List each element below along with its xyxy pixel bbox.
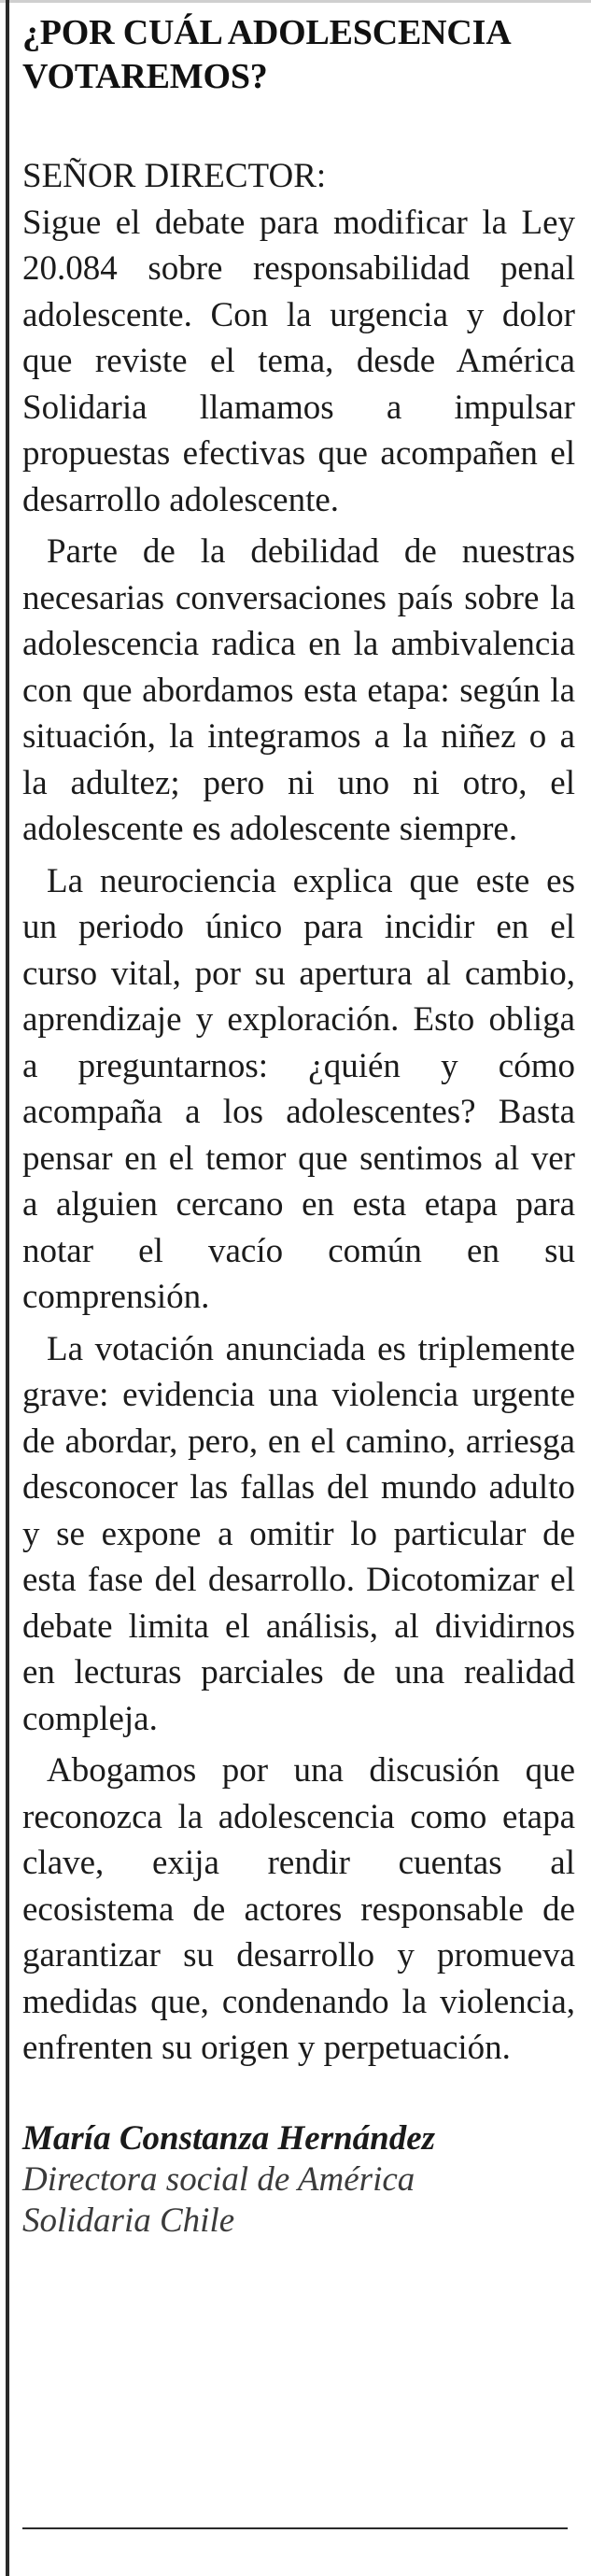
top-divider	[0, 0, 591, 3]
paragraph-5: Abogamos por una discusión que reconozca la adolescencia como etapa clave, exija rendir cuentas al ecosistema de actores responsable de garantizar su desarrollo y promueva medidas que, condenando la violencia, enfrenten su origen y perpetuación.	[22, 1751, 575, 2067]
paragraph-4: La votación anunciada es triplemente grave: evidencia una violencia urgente de abordar, pero, en el camino, arriesga desconocer las fallas del mundo adulto y se expone a omitir lo particular de esta fase del desarrollo. Dicotomizar el debate limita el análisis, al dividirnos en lecturas parciales de una realidad compleja.	[22, 1329, 575, 1738]
paragraph-1: Sigue el debate para modificar la Ley 20.084 sobre responsabilidad penal adolescente. Con la urgencia y dolor que reviste el tema, desde América Solidaria llamamos a impulsar propuestas efectivas que acompañen el desarrollo adolescente.	[22, 203, 575, 519]
letter-column	[22, 11, 575, 2242]
author-name: María Constanza Hernández	[22, 2118, 436, 2158]
letter-title: ¿POR CUÁL ADOLESCENCIA VOTAREMOS?	[22, 13, 510, 96]
paragraph-3: La neurociencia explica que este es un periodo único para incidir en el curso vital, por su apertura al cambio, aprendizaje y exploración. Esto obliga a preguntarnos: ¿quién y cómo acompaña a los adolescentes? Basta pensar en el temor que sentimos al ver a alguien cercano en esta etapa para notar el vacío común en su comprensión.	[22, 861, 575, 1316]
signature-block	[22, 2118, 575, 2242]
column-rule	[6, 0, 9, 2576]
salutation: SEÑOR DIRECTOR:	[22, 157, 327, 195]
paragraph-2: Parte de la debilidad de nuestras necesarias conversaciones país sobre la adolescencia radica en la ambivalencia con que abordamos esta etapa: según la situación, la integramos a la niñez o a la adultez; pero ni uno ni otro, el adolescente es adolescente siempre.	[22, 532, 575, 848]
author-role-line-1: Directora social de América	[22, 2159, 415, 2199]
author-role-line-2: Solidaria Chile	[22, 2201, 235, 2240]
bottom-divider	[22, 2527, 568, 2529]
